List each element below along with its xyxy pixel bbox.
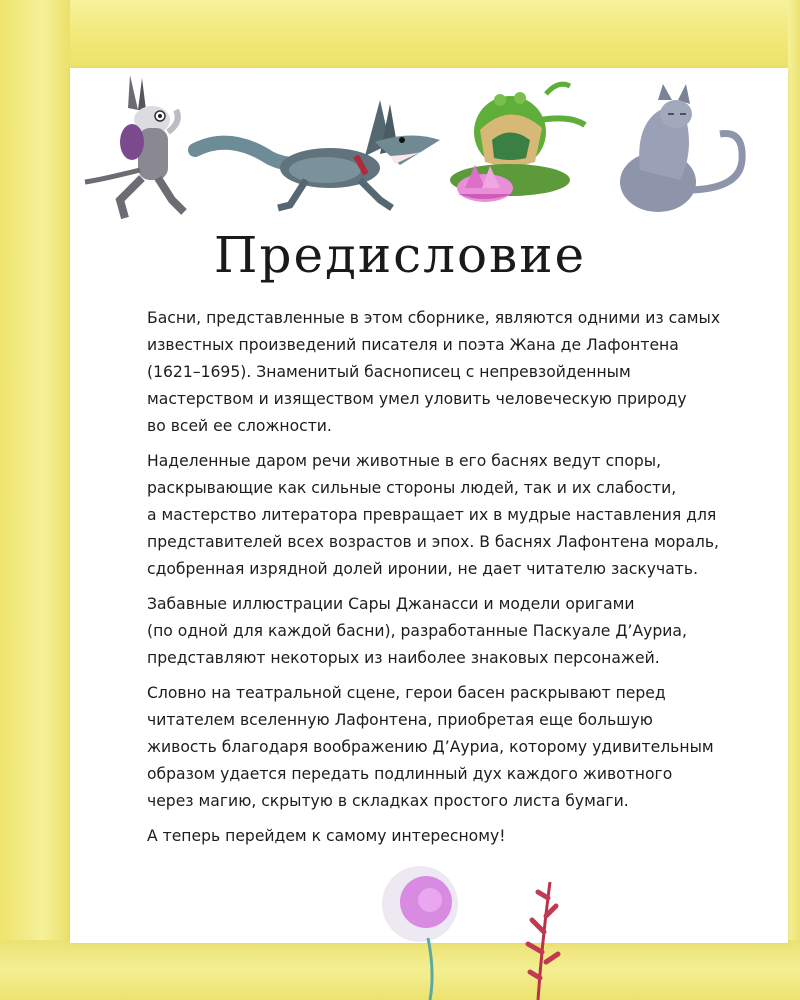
text-line: через магию, скрытую в складках простого листа бумаги. xyxy=(147,792,629,810)
frog-illustration xyxy=(474,84,585,168)
text-line: образом удается передать подлинный дух каждого животного xyxy=(147,765,673,783)
wolf-illustration xyxy=(195,100,440,208)
text-line: читателем вселенную Лафонтена, приобретая еще большую xyxy=(147,711,653,729)
text-line: во всей ее сложности. xyxy=(147,417,332,435)
paragraph xyxy=(147,305,747,440)
top-illustrations xyxy=(80,70,760,230)
bottom-illustrations xyxy=(360,862,600,1000)
text-line: Словно на театральной сцене, герои басен раскрывают перед xyxy=(147,684,666,702)
frame-right xyxy=(788,0,800,1000)
text-line: а мастерство литератора превращает их в мудрые наставления для xyxy=(147,506,717,524)
text-line: представляют некоторых из наиболее знаковых персонажей. xyxy=(147,649,660,667)
text-line: представителей всех возрастов и эпох. В баснях Лафонтена мораль, xyxy=(147,533,719,551)
text-line: А теперь перейдем к самому интересному! xyxy=(147,827,506,845)
text-line: живость благодаря воображению Д’Ауриа, которому удивительным xyxy=(147,738,714,756)
frame-top xyxy=(0,0,800,70)
text-line: сдобренная изрядной долей иронии, не дает читателю заскучать. xyxy=(147,560,699,578)
page-title: Предисловие xyxy=(213,226,587,284)
text-line: (по одной для каждой басни), разработанные Паскуале Д’Ауриа, xyxy=(147,622,687,640)
text-line: Забавные иллюстрации Сары Джанасси и модели оригами xyxy=(147,595,635,613)
water-lily-illustration xyxy=(450,164,570,202)
text-line: известных произведений писателя и поэта Жана де Лафонтена xyxy=(147,336,679,354)
text-line: раскрывающие как сильные стороны людей, так и их слабости, xyxy=(147,479,677,497)
goat-illustration xyxy=(85,75,184,218)
red-plant-illustration xyxy=(528,882,558,1000)
text-line: Басни, представленные в этом сборнике, являются одними из самых xyxy=(147,309,721,327)
dandelion-illustration xyxy=(382,866,458,1000)
text-line: (1621–1695). Знаменитый баснописец с непревзойденным xyxy=(147,363,631,381)
text-line: Наделенные даром речи животные в его баснях ведут споры, xyxy=(147,452,662,470)
body-text xyxy=(147,305,747,858)
paragraph xyxy=(147,591,747,672)
paragraph xyxy=(147,823,747,850)
text-line: мастерством и изяществом умел уловить человеческую природу xyxy=(147,390,687,408)
frame-left xyxy=(0,0,70,1000)
paragraph xyxy=(147,680,747,815)
paragraph xyxy=(147,448,747,583)
cat-illustration xyxy=(620,84,742,212)
